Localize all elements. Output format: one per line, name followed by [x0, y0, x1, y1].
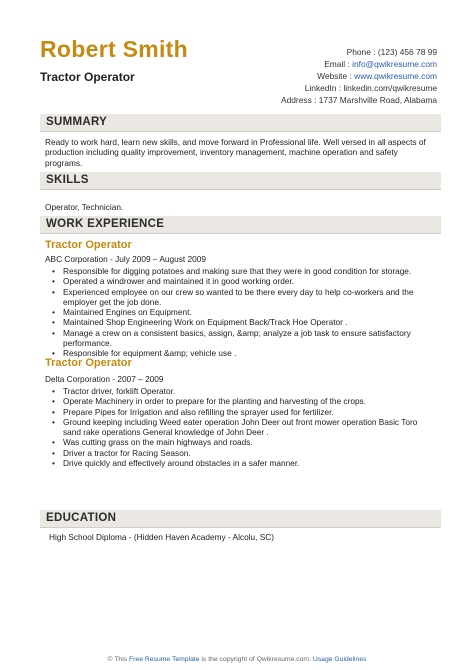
address-label: Address : [281, 95, 317, 105]
skills-section-header [40, 172, 441, 190]
list-item: • Operate Machinery in order to prepare for the planting and harvesting of the crops. [49, 396, 434, 406]
linkedin-label: LinkedIn : [304, 83, 342, 93]
job-bullets-1 [49, 266, 434, 359]
email-link[interactable]: info@qwikresume.com [352, 59, 437, 69]
phone-value: (123) 456 78 99 [377, 47, 437, 57]
contact-block [217, 46, 437, 106]
list-item: • Responsible for digging potatoes and making sure that they were in good condition for storage. [49, 266, 434, 276]
education-text: High School Diploma - (Hidden Haven Academy - Alcolu, SC) [49, 532, 275, 542]
summary-section-header [40, 114, 441, 132]
email-label: Email : [324, 59, 350, 69]
experience-heading: WORK EXPERIENCE [46, 218, 165, 230]
address-value: 1737 Marshville Road, Alabama [318, 95, 437, 105]
summary-heading: SUMMARY [46, 116, 108, 128]
contact-linkedin [217, 82, 437, 94]
skills-text: Operator, Technician. [45, 202, 124, 212]
job-bullets-2 [49, 386, 434, 468]
list-item: • Maintained Engines on Equipment. [49, 307, 434, 317]
contact-email [217, 58, 437, 70]
list-item: • Tractor driver, forklift Operator. [49, 386, 434, 396]
job-title-1: Tractor Operator [45, 239, 132, 251]
experience-section-header [40, 216, 441, 234]
linkedin-value: linkedin.com/qwikresume [343, 83, 437, 93]
contact-phone [217, 46, 437, 58]
contact-address [217, 94, 437, 106]
education-heading: EDUCATION [46, 512, 117, 524]
website-link[interactable]: www.qwikresume.com [354, 71, 437, 81]
summary-text: Ready to work hard, learn new skills, and move forward in Professional life. Well versed in all aspects of production including quality improvement, inventory management, machine operation and safety programs. [45, 137, 426, 168]
job-company-dates-2: Delta Corporation - 2007 – 2009 [45, 374, 164, 384]
education-section-header [40, 510, 441, 528]
list-item: • Responsible for equipment &amp; vehicle use . [49, 348, 434, 358]
footer-prefix: © This [107, 656, 128, 663]
candidate-name: Robert Smith [40, 36, 188, 62]
list-item: • Drive quickly and effectively around obstacles in a safer manner. [49, 458, 434, 468]
job-company-dates-1: ABC Corporation - July 2009 – August 2009 [45, 254, 206, 264]
footer-middle: is the copyright of Qwikresume.com. [201, 656, 311, 663]
contact-website [217, 70, 437, 82]
footer-template-link[interactable]: Free Resume Template [129, 656, 200, 663]
list-item: • Was cutting grass on the main highways and roads. [49, 437, 434, 447]
skills-heading: SKILLS [46, 174, 89, 186]
list-item: • Manage a crew on a consistent basics, assign, &amp; analyze a job task to ensure satisfactory performance. [49, 328, 434, 349]
list-item: • Maintained Shop Engineering Work on Equipment Back/Track Hoe Operator . [49, 317, 434, 327]
footer [0, 656, 474, 663]
website-label: Website : [317, 71, 352, 81]
list-item: • Prepare Pipes for Irrigation and also refilling the sprayer used for fertilizer. [49, 407, 434, 417]
list-item: • Driver a tractor for Racing Season. [49, 448, 434, 458]
job-title-2: Tractor Operator [45, 357, 132, 369]
footer-usage-link[interactable]: Usage Guidelines [312, 656, 367, 663]
list-item: • Experienced employee on our crew so wanted to be there every day to help co-workers and the employer get the job done. [49, 287, 434, 308]
list-item: • Operated a windrower and maintained it in good working order. [49, 276, 434, 286]
phone-label: Phone : [346, 47, 376, 57]
list-item: • Ground keeping including Weed eater operation John Deer out front mower operation Basic Toro sand rake operations General knowledge of John Deer . [49, 417, 434, 438]
candidate-job-title: Tractor Operator [40, 70, 135, 84]
